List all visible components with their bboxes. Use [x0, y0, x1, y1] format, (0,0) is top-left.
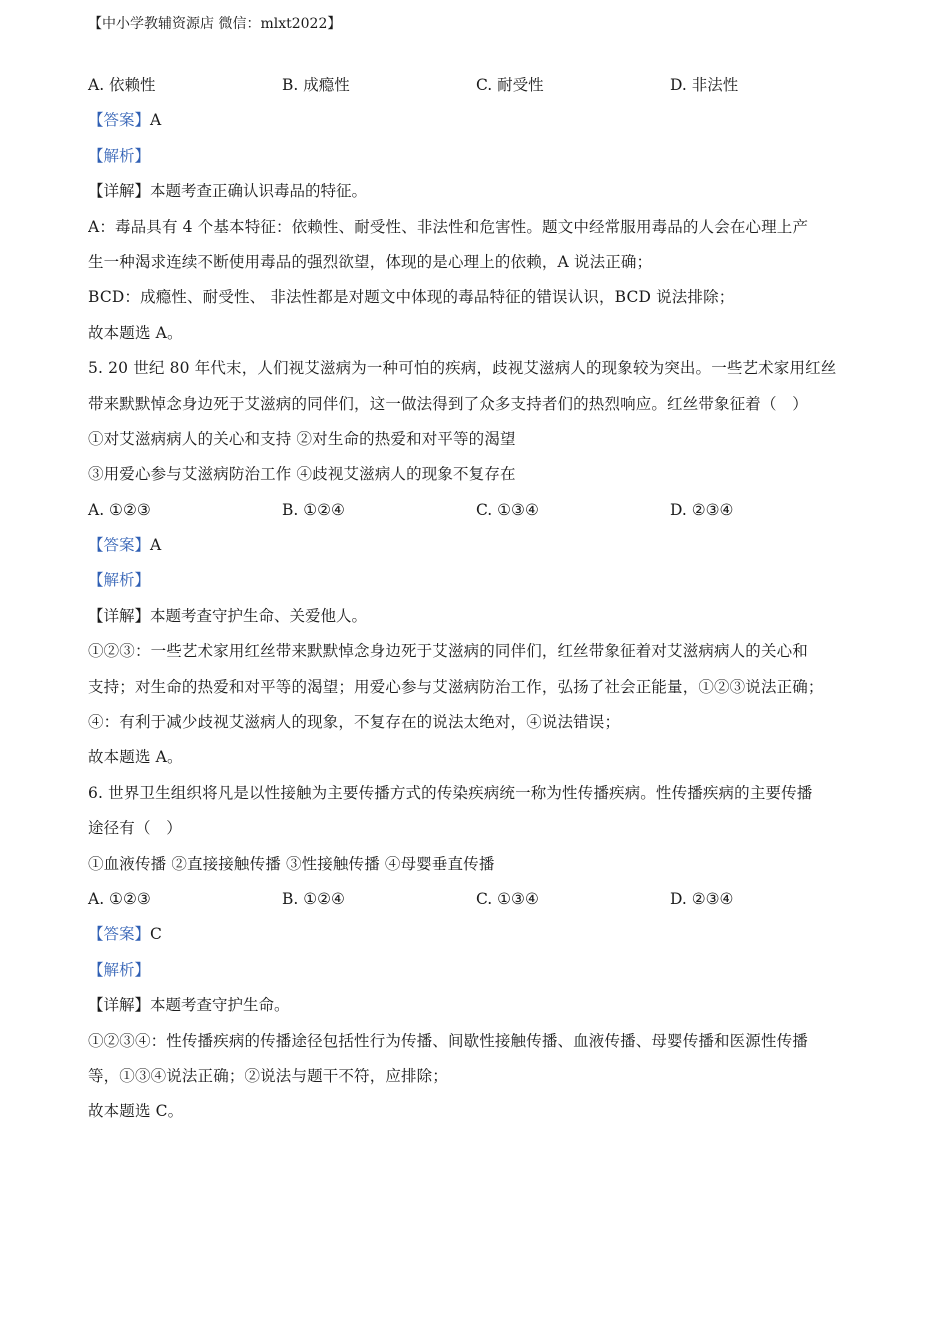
q5-stem-line: ③用爱心参与艾滋病防治工作 ④歧视艾滋病人的现象不复存在 [88, 465, 516, 484]
q4-explanation-line: 生一种渴求连续不断使用毒品的强烈欲望，体现的是心理上的依赖，A 说法正确； [88, 252, 653, 271]
q5-option-a: A. ①②③ [88, 500, 151, 519]
q6-stem-line: 途径有（ ） [88, 819, 182, 838]
q4-answer [88, 103, 870, 138]
q6-answer-tag: 【答案】 [88, 925, 151, 944]
q4-analysis-tag: 【解析】 [88, 146, 151, 165]
q4-explanation-line: BCD：成瘾性、耐受性、 非法性都是对题文中体现的毒品特征的错误认识，BCD 说法排除； [88, 288, 735, 307]
q5-stem-line: ①对艾滋病病人的关心和支持 ②对生命的热爱和对平等的渴望 [88, 429, 516, 448]
q5-answer [88, 528, 870, 563]
q5-detail-text: 本题考查守护生命、关爱他人。 [150, 606, 368, 625]
q4-detail [88, 174, 870, 209]
q4-options [88, 68, 870, 103]
q6-answer-value: C [150, 925, 162, 944]
q6-analysis-tag: 【解析】 [88, 960, 151, 979]
q5-explanation-line: 故本题选 A。 [88, 748, 183, 767]
q4-option-c: C. 耐受性 [476, 76, 544, 94]
q5-option-b: B. ①②④ [282, 500, 345, 519]
q4-analysis [88, 139, 870, 174]
q6-stem-line: ①血液传播 ②直接接触传播 ③性接触传播 ④母婴垂直传播 [88, 854, 495, 873]
page-header: 【中小学教辅资源店 微信：mlxt2022】 [88, 16, 342, 32]
q5-options [88, 493, 870, 528]
q5-option-d: D. ②③④ [670, 500, 734, 519]
q6-detail-tag: 【详解】 [88, 996, 151, 1015]
q4-option-a: A. 依赖性 [88, 76, 156, 94]
q5-detail [88, 599, 870, 634]
q5-stem-line: 带来默默悼念身边死于艾滋病的同伴们，这一做法得到了众多支持者们的热烈响应。红丝带象征着（ ） [88, 394, 808, 413]
q6-detail-text: 本题考查守护生命。 [150, 996, 290, 1015]
q6-analysis [88, 953, 870, 988]
q5-answer-value: A [150, 536, 162, 555]
q6-option-a: A. ①②③ [88, 889, 151, 908]
q5-answer-tag: 【答案】 [88, 536, 151, 555]
document-content [88, 68, 870, 1130]
q5-analysis [88, 563, 870, 598]
q6-detail [88, 988, 870, 1023]
q5-explanation-line: ①②③：一些艺术家用红丝带来默默悼念身边死于艾滋病的同伴们，红丝带象征着对艾滋病病人的关心和 [88, 642, 808, 661]
q5-explanation-line: ④：有利于减少歧视艾滋病人的现象，不复存在的说法太绝对，④说法错误； [88, 713, 621, 732]
q6-option-c: C. ①③④ [476, 889, 539, 908]
q5-explanation-line: 支持；对生命的热爱和对平等的渴望；用爱心参与艾滋病防治工作，弘扬了社会正能量，①②③说法正确； [88, 677, 824, 696]
q4-option-d: D. 非法性 [670, 76, 739, 94]
q6-option-d: D. ②③④ [670, 889, 734, 908]
q6-option-b: B. ①②④ [282, 889, 345, 908]
q5-option-c: C. ①③④ [476, 500, 539, 519]
q4-explanation-line: 故本题选 A。 [88, 323, 183, 342]
q5-detail-tag: 【详解】 [88, 606, 151, 625]
q6-explanation-line: 故本题选 C。 [88, 1102, 184, 1121]
q6-answer [88, 917, 870, 952]
q4-explanation-line: A：毒品具有 4 个基本特征：依赖性、耐受性、非法性和危害性。题文中经常服用毒品的人会在心理上产 [88, 217, 809, 236]
q6-explanation-line: ①②③④：性传播疾病的传播途径包括性行为传播、间歇性接触传播、血液传播、母婴传播和医源性传播 [88, 1031, 808, 1050]
q5-analysis-tag: 【解析】 [88, 571, 151, 590]
q6-explanation-line: 等，①③④说法正确；②说法与题干不符，应排除； [88, 1066, 448, 1085]
q6-stem-line: 6. 世界卫生组织将凡是以性接触为主要传播方式的传染疾病统一称为性传播疾病。性传播疾病的主要传播 [88, 783, 813, 802]
q4-answer-tag: 【答案】 [88, 111, 151, 130]
q5-stem-line: 5. 20 世纪 80 年代末，人们视艾滋病为一种可怕的疾病，歧视艾滋病人的现象较为突出。一些艺术家用红丝 [88, 359, 837, 378]
q4-detail-text: 本题考查正确认识毒品的特征。 [150, 182, 368, 201]
q4-detail-tag: 【详解】 [88, 182, 151, 201]
q4-option-b: B. 成瘾性 [282, 76, 350, 94]
q6-options [88, 882, 870, 917]
q4-answer-value: A [150, 111, 162, 130]
